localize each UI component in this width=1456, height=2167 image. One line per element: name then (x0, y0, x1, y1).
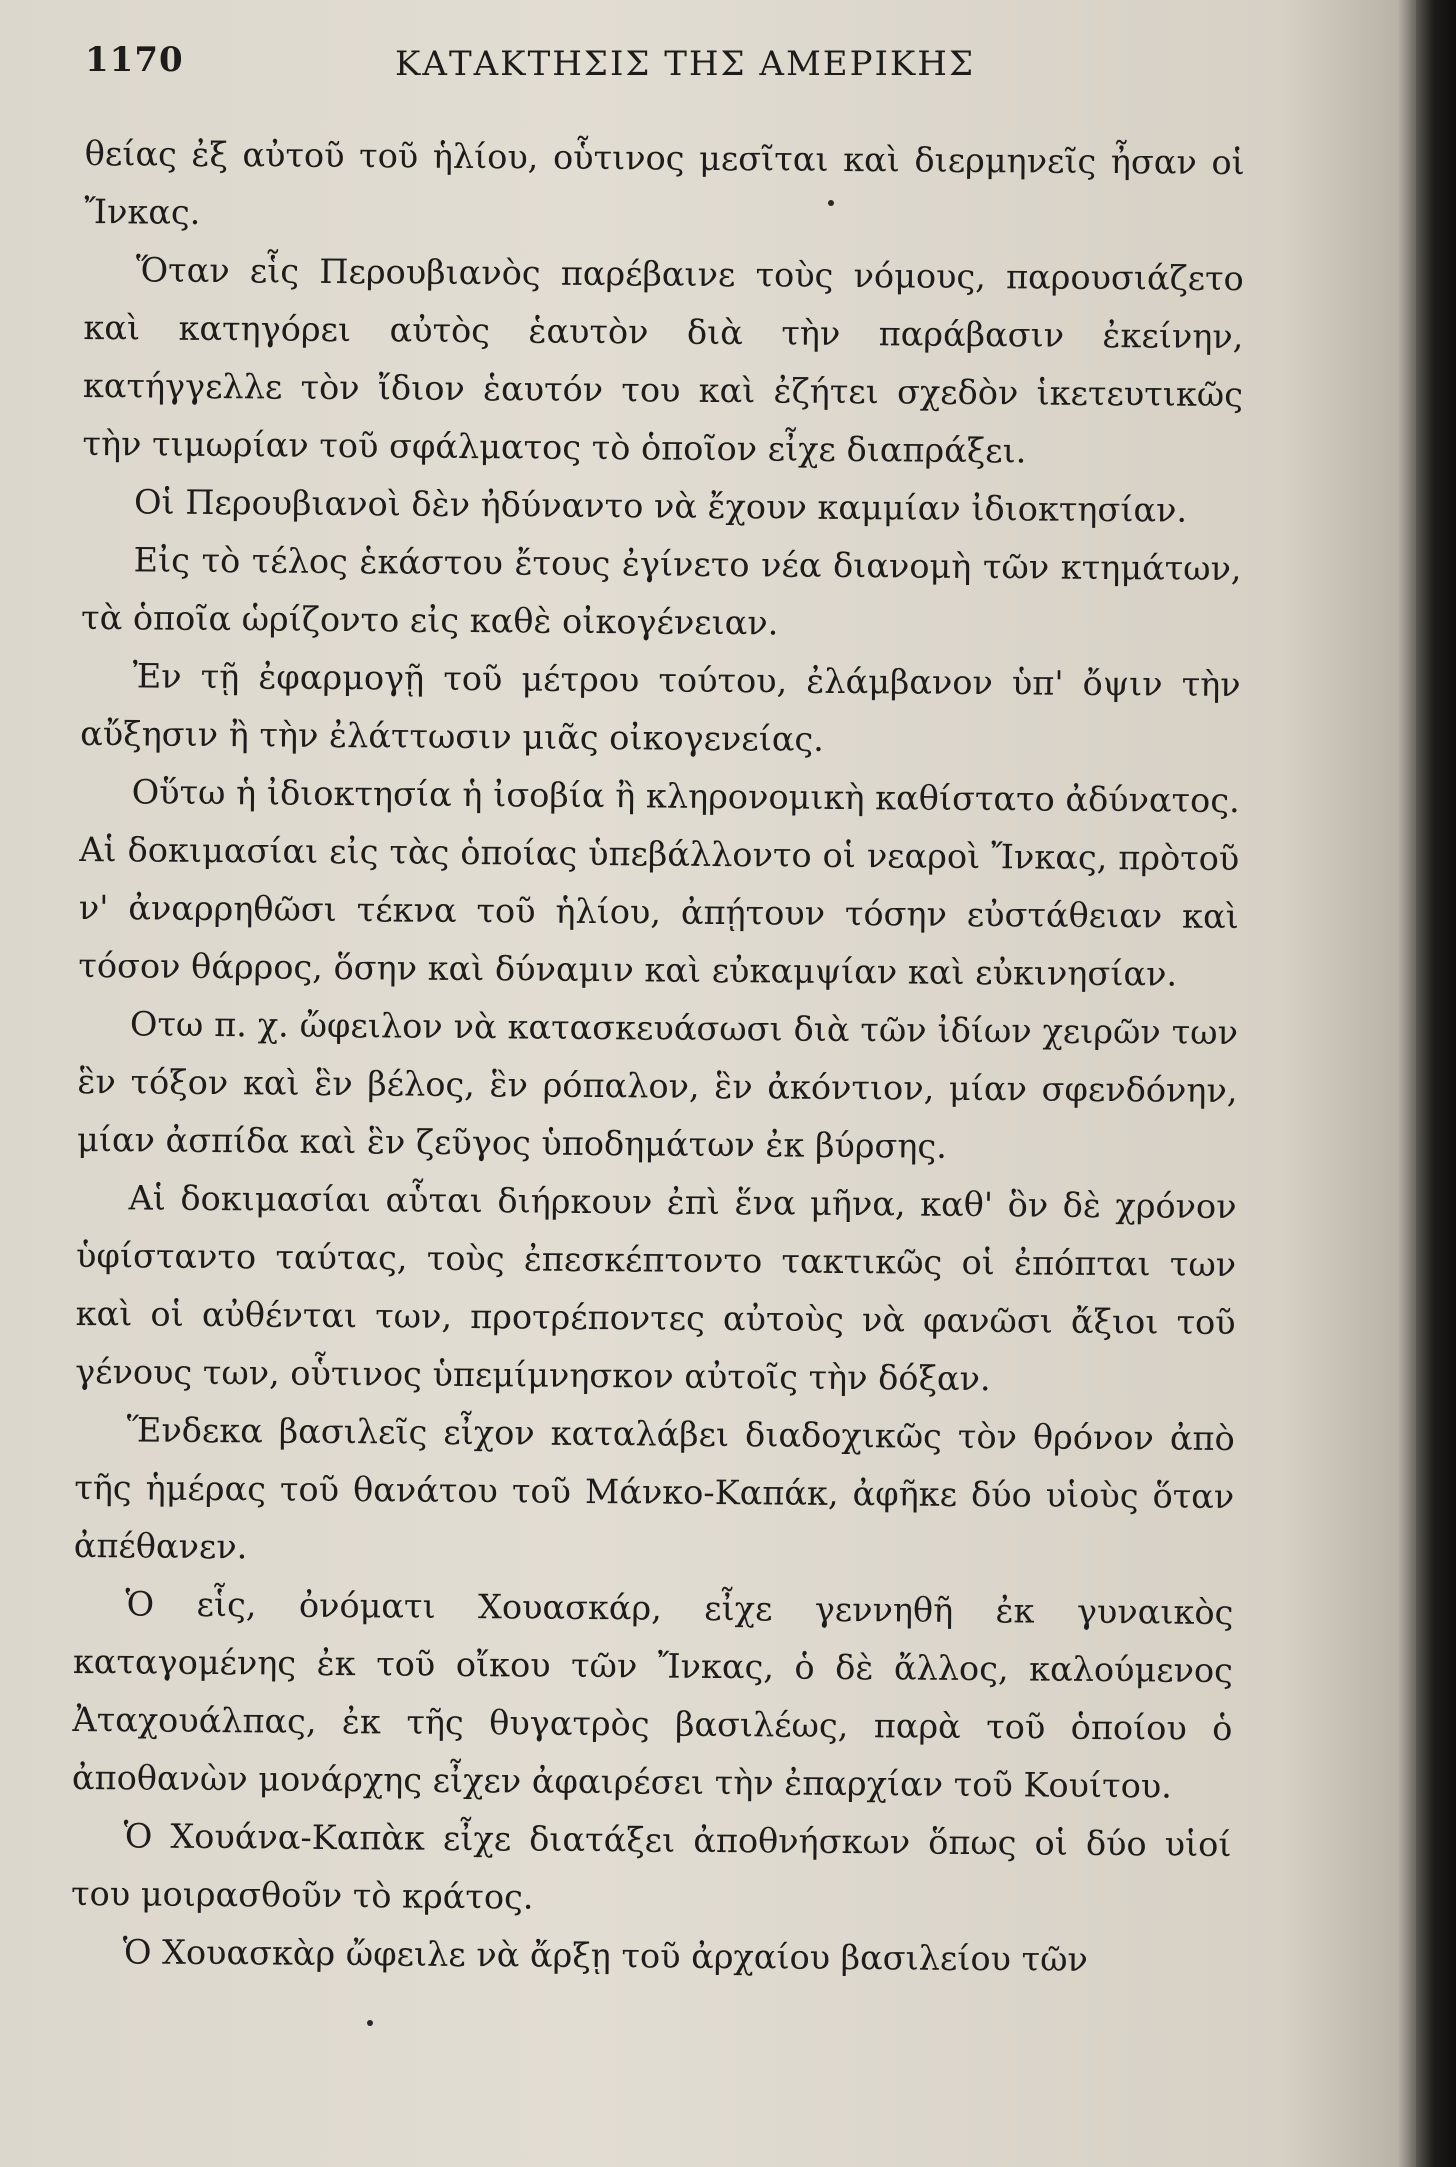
paragraph: Ἕνδεκα βασιλεῖς εἶχον καταλάβει διαδοχικῶς τὸν θρόνον ἀπὸ τῆς ἡμέρας τοῦ θανάτου τοῦ Μάνκο-Καπάκ, ἀφῆκε δύο υἱοὺς ὅταν ἀπέθανεν. (73, 1410, 1235, 1567)
paragraph: Ὁ εἷς, ὀνόματι Χουασκάρ, εἶχε γεννηθῆ ἐκ γυναικὸς καταγομένης ἐκ τοῦ οἴκου τῶν Ἴνκας, ὁ δὲ ἄλλος, καλούμενος Ἀταχουάλπας, ἐκ τῆς θυγατρὸς βασιλέως, παρὰ τοῦ ὁποίου ὁ ἀποθανὼν μονάρχης εἶχεν ἀφαιρέσει τὴν ἐπαρχίαν τοῦ Κουίτου. (71, 1584, 1234, 1806)
paragraph: Αἱ δοκιμασίαι αὗται διήρκουν ἐπὶ ἕνα μῆνα, καθ' ὃν δὲ χρόνον ὑφίσταντο ταύτας, τοὺς ἐπεσκέπτοντο τακτικῶς οἱ ἐπόπται των καὶ οἱ αὐθένται των, προτρέποντες αὐτοὺς νὰ φανῶσι ἄξιοι τοῦ γένους των, οὗτινος ὑπεμίμνησκον αὐτοῖς τὴν δόξαν. (75, 1178, 1237, 1399)
ink-speck (828, 200, 834, 206)
paragraph: Ὅταν εἷς Περουβιανὸς παρέβαινε τοὺς νόμους, παρουσιάζετο καὶ κατηγόρει αὐτὸς ἑαυτὸν διὰ τὴν παράβασιν ἐκείνην, κατήγγελλε τὸν ἴδιον ἑαυτόν του καὶ ἐζήτει σχεδὸν ἱκετευτικῶς τὴν τιμωρίαν τοῦ σφάλματος τὸ ὁποῖον εἶχε διαπράξει. (82, 250, 1244, 471)
paragraph: Ὁ Χουασκὰρ ὤφειλε νὰ ἄρξῃ τοῦ ἀρχαίου βασιλείου τῶν (122, 1932, 1088, 1979)
body-text (70, 125, 1245, 1990)
paragraph: Οὕτω ἡ ἰδιοκτησία ἡ ἰσοβία ἢ κληρονομικὴ καθίστατο ἀδύνατος. Αἱ δοκιμασίαι εἰς τὰς ὁποίας ὑπεβάλλοντο οἱ νεαροὶ Ἴνκας, πρὸτοῦ ν' ἀναρρηθῶσι τέκνα τοῦ ἡλίου, ἀπῄτουν τόσην εὐστάθειαν καὶ τόσον θάρρος, ὅσην καὶ δύναμιν καὶ εὐκαμψίαν καὶ εὐκινησίαν. (78, 772, 1240, 994)
page-header (85, 40, 1375, 100)
paragraph: Οἱ Περουβιανοὶ δὲν ἠδύναντο νὰ ἔχουν καμμίαν ἰδιοκτησίαν. (133, 482, 1188, 530)
page-number: 1170 (85, 40, 184, 80)
paragraph: Οτω π. χ. ὤφειλον νὰ κατασκευάσωσι διὰ τῶν ἰδίων χειρῶν των ἓν τόξον καὶ ἓν βέλος, ἓν ρόπαλον, ἓν ἀκόντιον, μίαν σφενδόνην, μίαν ἀσπίδα καὶ ἓν ζεῦγος ὑποδημάτων ἐκ βύρσης. (76, 1004, 1239, 1166)
binding-edge (1416, 0, 1456, 2167)
paragraph: Ἐν τῇ ἐφαρμογῇ τοῦ μέτρου τούτου, ἐλάμβανον ὑπ' ὄψιν τὴν αὔξησιν ἢ τὴν ἐλάττωσιν μιᾶς οἰκογενείας. (80, 656, 1241, 759)
ink-speck (367, 2020, 373, 2026)
paragraph: Ὁ Χουάνα-Καπὰκ εἶχε διατάξει ἀποθνήσκων ὅπως οἱ δύο υἱοί του μοιρασθοῦν τὸ κράτος. (70, 1816, 1232, 1917)
running-title: ΚΑΤΑΚΤΗΣΙΣ ΤΗΣ ΑΜΕΡΙΚΗΣ (395, 44, 975, 84)
paragraph: Εἰς τὸ τέλος ἑκάστου ἔτους ἐγίνετο νέα διανομὴ τῶν κτημάτων, τὰ ὁποῖα ὡρίζοντο εἰς καθὲ οἰκογένειαν. (80, 540, 1242, 643)
paragraph: θείας ἐξ αὐτοῦ τοῦ ἡλίου, οὗτινος μεσῖται καὶ διερμηνεῖς ἦσαν οἱ Ἴνκας. (84, 133, 1245, 232)
